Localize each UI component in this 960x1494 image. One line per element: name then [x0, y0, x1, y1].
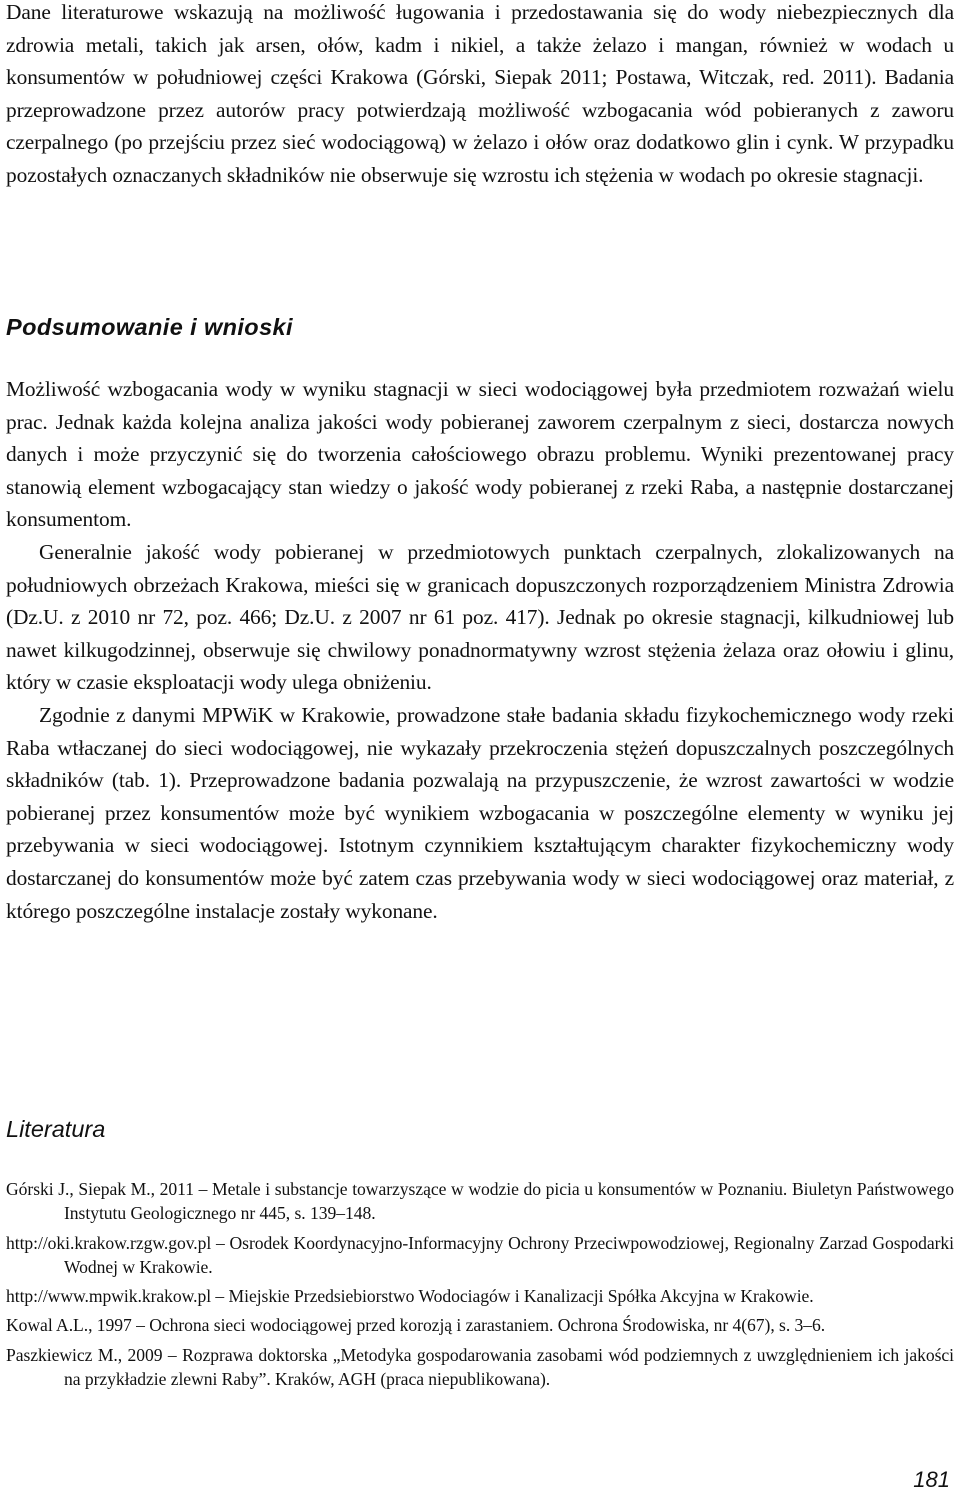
summary-paragraph: Generalnie jakość wody pobieranej w przedmiotowych punktach czerpalnych, zlokalizowanych na południowych obrzeżach Krakowa, mieści się w granicach dopuszczonych rozporządzeniem Ministra Zdrowia (Dz.U. z 2010 nr 72, poz. 466; Dz.U. z 2007 nr 61 poz. 417). Jednak po okresie stagnacji, kilkudniowej lub nawet kilkugodzinnej, obserwuje się chwilowy ponadnormatywny wzrost stężenia żelaza oraz ołowiu i glinu, który w czasie eksploatacji wody ulega obniżeniu.	[6, 539, 954, 695]
reference-item: Górski J., Siepak M., 2011 – Metale i substancje towarzyszące w wodzie do picia u konsumentów w Poznaniu. Biuletyn Państwowego Instytutu Geologicznego nr 445, s. 139–148.	[6, 1179, 954, 1224]
reference-item: http://www.mpwik.krakow.pl – Miejskie Przedsiebiorstwo Wodociagów i Kanalizacji Spółka Akcyjna w Krakowie.	[6, 1286, 814, 1307]
reference-list	[6, 1177, 954, 1396]
reference-item: http://oki.krakow.rzgw.gov.pl – Osrodek Koordynacyjno-Informacyjny Ochrony Przeciwpowodziowej, Regionalny Zarzad Gospodarki Wodnej w Krakowie.	[6, 1232, 954, 1277]
summary-paragraph: Zgodnie z danymi MPWiK w Krakowie, prowadzone stałe badania składu fizykochemicznego wody rzeki Raba wtłaczanej do sieci wodociągowej, nie wykazały przekroczenia stężeń dopuszczalnych poszczególnych składników (tab. 1). Przeprowadzone badania pozwalają na przypuszczenie, że wzrost zawartości w wodzie pobieranej przez konsumentów może być wynikiem wzbogacania w poszczególne elementy w wyniku jej przebywania w sieci wodociągowej. Istotnym czynnikiem kształtującym charakter fizykochemiczny wody dostarczanej do konsumentów może być zatem czas przebywania wody w sieci wodociągowej oraz materiał, z którego poszczególne instalacje zostały wykonane.	[6, 702, 954, 923]
page-number: 181	[913, 1467, 950, 1492]
section-heading-literature: Literatura	[6, 1116, 106, 1142]
summary-body	[6, 373, 954, 927]
reference-item: Paszkiewicz M., 2009 – Rozprawa doktorska „Metodyka gospodarowania zasobami wód podziemnych z uwzględnieniem ich jakości na przykładzie zlewni Raby”. Kraków, AGH (praca niepublikowana).	[6, 1344, 954, 1390]
summary-paragraph: Możliwość wzbogacania wody w wyniku stagnacji w sieci wodociągowej była przedmiotem rozważań wielu prac. Jednak każda kolejna analiza jakości wody pobieranej zaworem czerpalnym z sieci, dostarcza nowych danych i może przyczynić się do tworzenia całościowego obrazu problemu. Wyniki prezentowanej pracy stanowią element wzbogacający stan wiedzy o jakość wody pobieranej z rzeki Raba, a następnie dostarczanej konsumentom.	[6, 377, 954, 532]
section-heading-summary: Podsumowanie i wnioski	[6, 314, 293, 340]
reference-item: Kowal A.L., 1997 – Ochrona sieci wodociągowej przed korozją i zarastaniem. Ochrona Środowiska, nr 4(67), s. 3–6.	[6, 1315, 826, 1336]
intro-paragraph: Dane literaturowe wskazują na możliwość ługowania i przedostawania się do wody niebezpiecznych dla zdrowia metali, takich jak arsen, ołów, kadm i nikiel, a także żelazo i mangan, również w wodach u konsumentów w południowej części Krakowa (Górski, Siepak 2011; Postawa, Witczak, red. 2011). Badania przeprowadzone przez autorów pracy potwierdzają możliwość wzbogacania wód pobieranych z zaworu czerpalnego (po przejściu przez sieć wodociągową) w żelazo i ołów oraz dodatkowo glin i cynk. W przypadku pozostałych oznaczanych składników nie obserwuje się wzrostu ich stężenia w wodach po okresie stagnacji.	[6, 0, 954, 187]
